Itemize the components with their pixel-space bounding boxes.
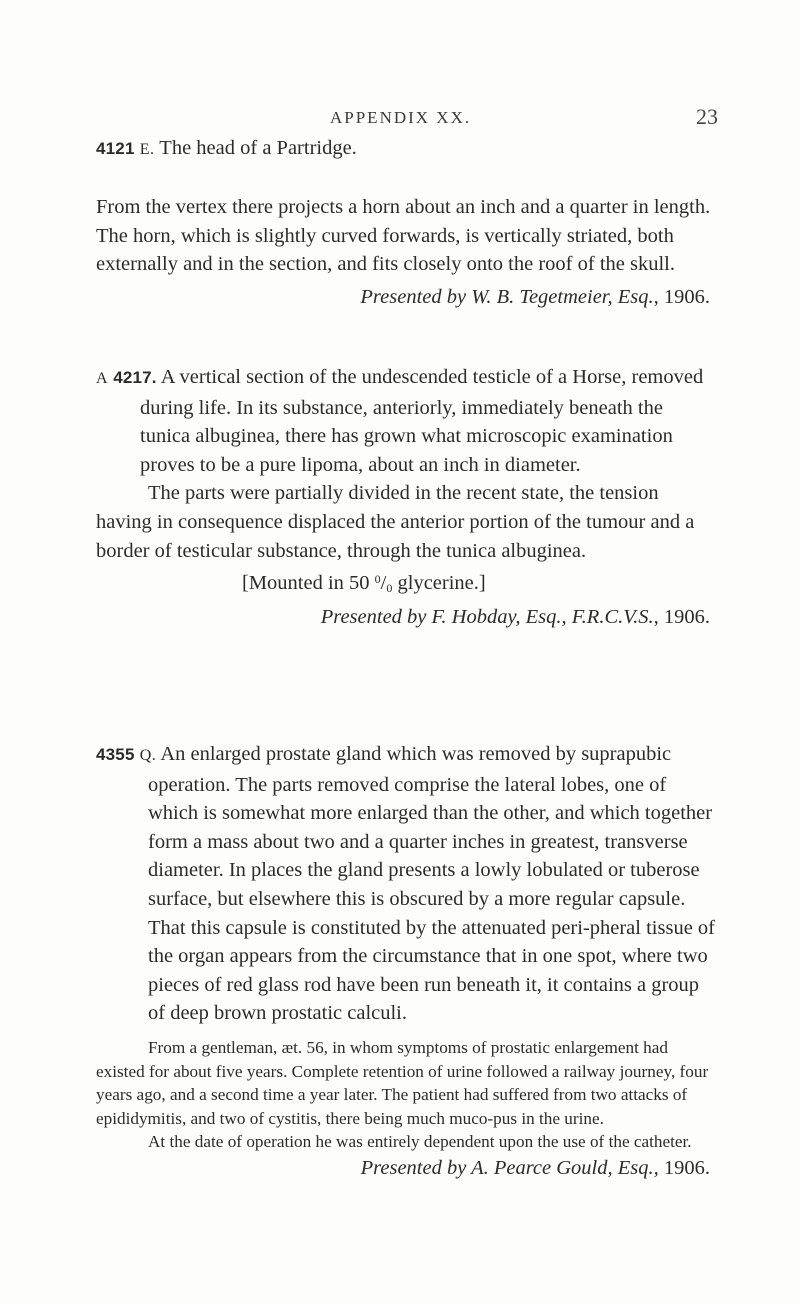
donor-credit: Presented by F. Hobday, Esq., F.R.C.V.S., — [320, 605, 659, 628]
entry-first-paragraph — [96, 134, 716, 165]
presented-by-line — [96, 603, 716, 632]
entry-text: From the vertex there projects a horn about an inch and a quarter in length. The horn, which is slightly curved forwards, is vertically striated, both externally and in the section, and fits closely onto the roof of the skull. — [96, 196, 711, 276]
specimen-number: 4121 — [96, 139, 135, 158]
donation-year: 1906. — [663, 285, 710, 308]
specimen-number: 4217. — [113, 368, 157, 387]
entry-first-paragraph — [96, 740, 716, 1028]
presented-by-line — [96, 1154, 716, 1183]
donor-credit: Presented by A. Pearce Gould, Esq., — [360, 1156, 659, 1179]
catalogue-entry-4355 — [96, 740, 716, 1183]
entry-paragraph — [96, 165, 716, 279]
donor-credit: Presented by W. B. Tegetmeier, Esq., — [360, 285, 659, 308]
mounting-note: [Mounted in 50 $^0/_0$ glycerine.] — [242, 572, 486, 596]
entry-text: The head of a Partridge. — [159, 137, 357, 159]
presented-by-line — [96, 283, 716, 312]
clinical-history — [96, 1036, 716, 1154]
donation-year: 1906. — [663, 1156, 710, 1179]
running-title: APPENDIX XX. — [330, 108, 472, 127]
page-number: 23 — [696, 104, 718, 129]
history-paragraph: At the date of operation he was entirely dependent upon the use of the catheter. — [148, 1132, 692, 1152]
entry-text: The parts were partially divided in the recent state, the tension having in consequence displaced the anterior portion of the tumour and a border of testicular substance, through the tunica albuginea. — [96, 482, 695, 562]
entry-text: A vertical section of the undescended testicle of a Horse, removed during life. In its substance, anteriorly, immediately beneath the tunica albuginea, there has grown what microscopic examination proves to be a pure lipoma, about an inch in diameter. — [140, 366, 704, 476]
specimen-letter: Q. — [139, 747, 157, 764]
specimen-number: 4355 — [96, 745, 135, 764]
specimen-prefix: A — [96, 370, 109, 387]
running-header — [0, 104, 800, 134]
catalogue-entry-4217 — [96, 363, 716, 631]
entry-first-paragraph — [96, 363, 716, 479]
specimen-letter: E. — [139, 141, 155, 158]
entry-paragraph — [96, 479, 716, 565]
entry-text: An enlarged prostate gland which was removed by suprapubic operation. The parts removed comprise the lateral lobes, one of which is somewhat more enlarged than the other, and which together form a mass about two and a quarter inches in greatest, transverse diameter. In places the gland presents a lowly lobulated or tuberose surface, but elsewhere this is obscured by a more regular capsule. That this capsule is constituted by the attenuated peri-pheral tissue of the organ appears from the circumstance that in one spot, where two pieces of red glass rod have been run beneath it, it contains a group of deep brown prostatic calculi. — [148, 743, 716, 1025]
donation-year: 1906. — [663, 605, 710, 628]
catalogue-entry-4121 — [96, 134, 716, 312]
history-paragraph: From a gentleman, æt. 56, in whom symptoms of prostatic enlargement had existed for about five years. Complete retention of urine followed a railway journey, four years ago, and a second time a year later. The patient had suffered from two attacks of epididymitis, and two of cystitis, there being much muco-pus in the urine. — [96, 1037, 709, 1128]
